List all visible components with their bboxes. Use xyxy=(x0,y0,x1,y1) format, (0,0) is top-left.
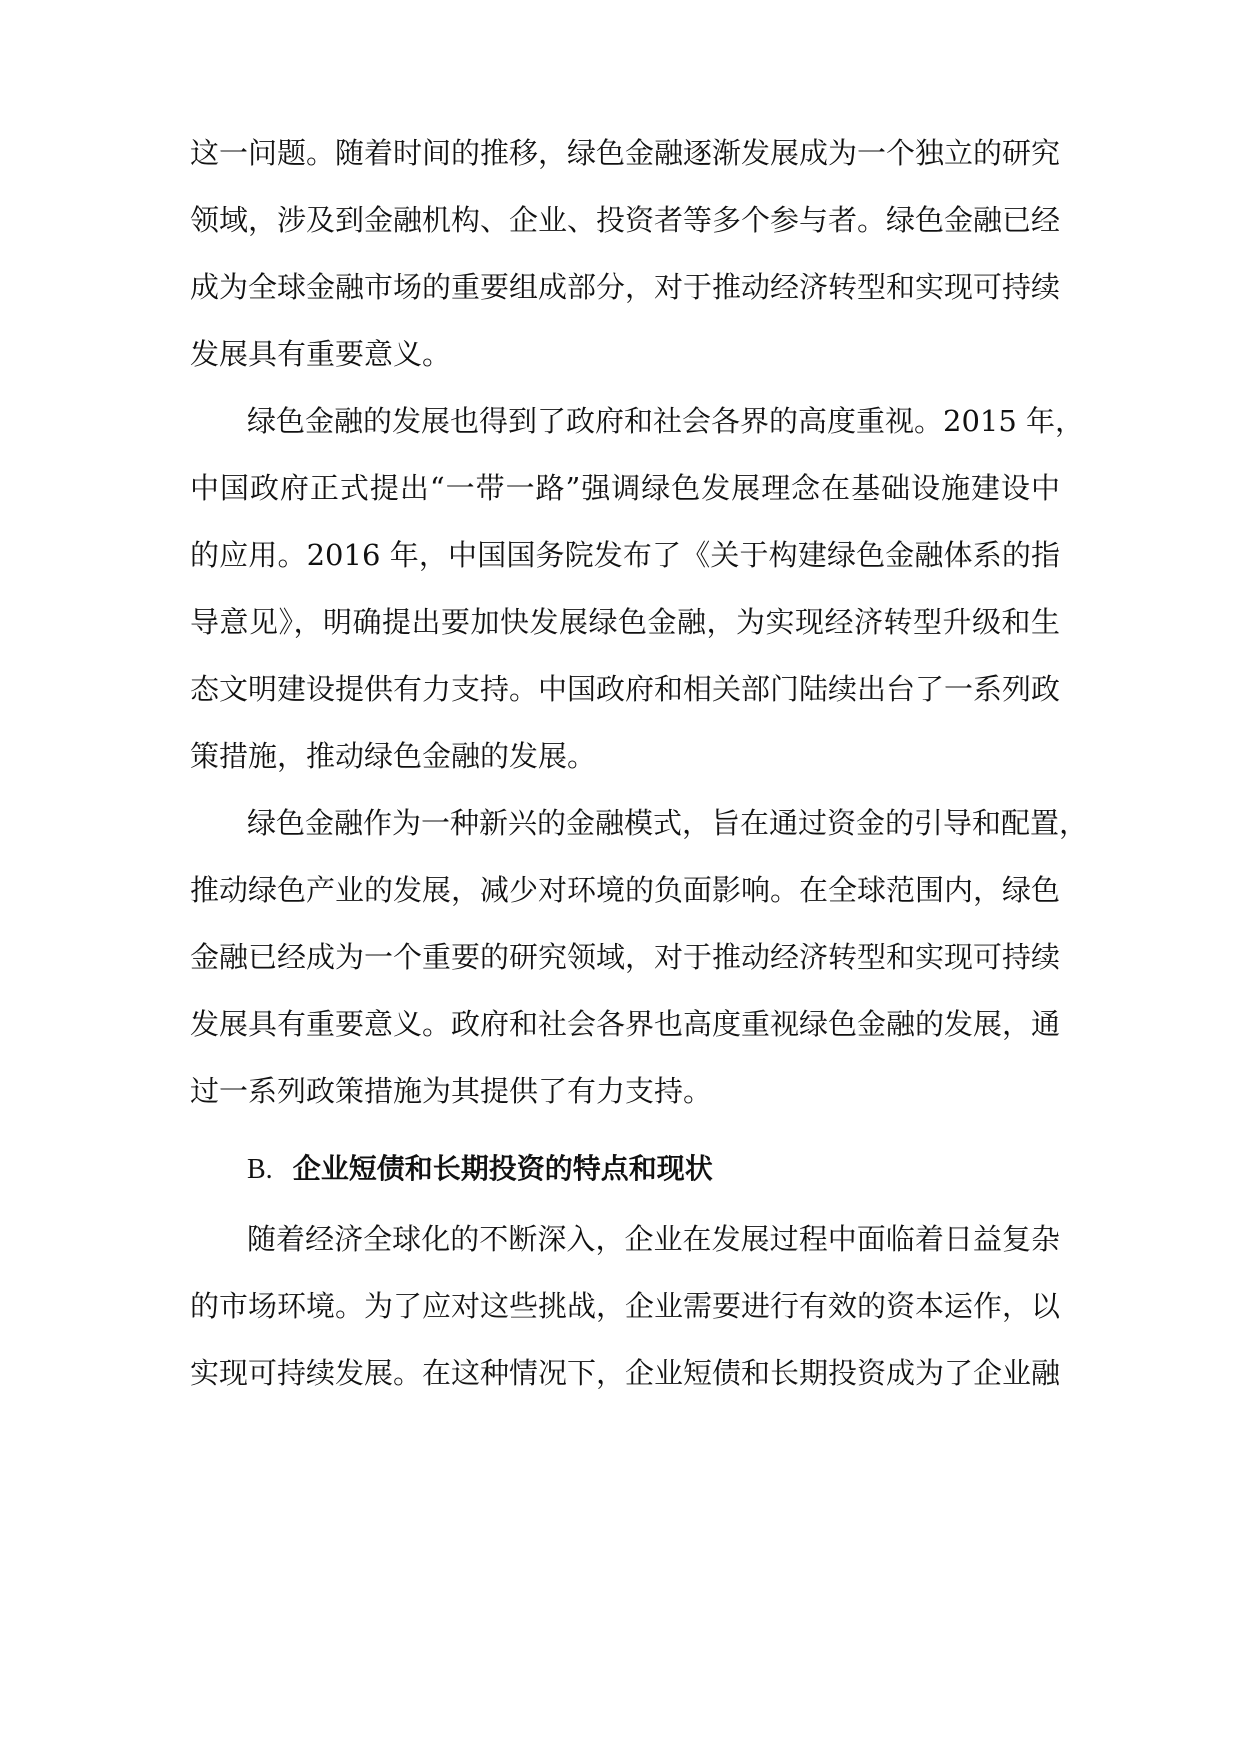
section-number: B. xyxy=(247,1154,273,1185)
paragraph-1-line-2: 领域，涉及到金融机构、企业、投资者等多个参与者。绿色金融已经 xyxy=(190,203,1061,237)
paragraph-1-line-4: 发展具有重要意义。 xyxy=(190,337,452,371)
paragraph-2-line-6: 策措施，推动绿色金融的发展。 xyxy=(190,739,597,773)
paragraph-1-line-1: 这一问题。随着时间的推移，绿色金融逐渐发展成为一个独立的研究 xyxy=(190,136,1061,170)
paragraph-2-line-2: 中国政府正式提出“一带一路”强调绿色发展理念在基础设施建设中 xyxy=(190,471,1060,505)
paragraph-3-line-4: 发展具有重要意义。政府和社会各界也高度重视绿色金融的发展，通 xyxy=(190,1007,1061,1041)
paragraph-3-line-5: 过一系列政策措施为其提供了有力支持。 xyxy=(190,1074,713,1108)
paragraph-3-line-3: 金融已经成为一个重要的研究领域，对于推动经济转型和实现可持续 xyxy=(190,940,1061,974)
paragraph-3-line-1: 绿色金融作为一种新兴的金融模式，旨在通过资金的引导和配置， xyxy=(247,806,1089,840)
section-title: 企业短债和长期投资的特点和现状 xyxy=(292,1152,713,1185)
paragraph-1-line-3: 成为全球金融市场的重要组成部分，对于推动经济转型和实现可持续 xyxy=(190,270,1061,304)
paragraph-3-line-2: 推动绿色产业的发展，减少对环境的负面影响。在全球范围内，绿色 xyxy=(190,873,1061,907)
section-heading xyxy=(247,1149,1047,1189)
section-paragraph-line-3: 实现可持续发展。在这种情况下，企业短债和长期投资成为了企业融 xyxy=(190,1356,1061,1390)
paragraph-2-line-5: 态文明建设提供有力支持。中国政府和相关部门陆续出台了一系列政 xyxy=(190,672,1061,706)
paragraph-2-line-1: 绿色金融的发展也得到了政府和社会各界的高度重视。2015 年， xyxy=(247,404,1085,438)
paragraph-2-line-3: 的应用。2016 年，中国国务院发布了《关于构建绿色金融体系的指 xyxy=(190,538,1060,572)
section-paragraph-line-2: 的市场环境。为了应对这些挑战，企业需要进行有效的资本运作，以 xyxy=(190,1289,1061,1323)
section-paragraph-line-1: 随着经济全球化的不断深入，企业在发展过程中面临着日益复杂 xyxy=(247,1222,1060,1256)
paragraph-2-line-4: 导意见》，明确提出要加快发展绿色金融，为实现经济转型升级和生 xyxy=(190,605,1060,639)
